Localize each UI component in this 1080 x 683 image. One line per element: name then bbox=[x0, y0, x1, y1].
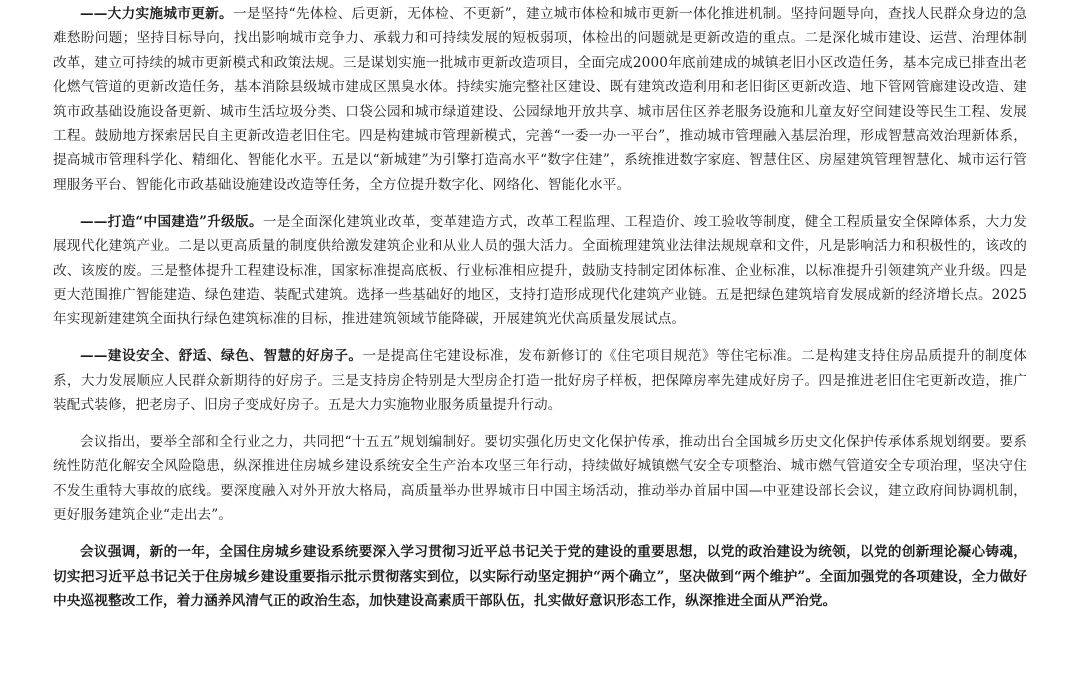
paragraph-text: 一是坚持“先体检、后更新，无体检、不更新”，建立城市体检和城市更新一体化推进机制。坚持问题导向，查找人民群众身边的急难愁盼问题；坚持目标导向，找出影响城市竞争力、承载力和可持续发展的短板弱项，体检出的问题就是更新改造的重点。二是深化城市建设、运营、治理体制改革，建立可持续的城市更新模式和政策法规。三是谋划实施一批城市更新改造项目，全面完成2000年底前建成的城镇老旧小区改造任务，基本完成已排查出老化燃气管道的更新改造任务，基本消除县级城市建成区黑臭水体。持续实施完整社区建设、既有建筑改造利用和老旧街区更新改造、地下管网管廊建设改造、建筑市政基础设施设备更新、城市生活垃圾分类、口袋公园和城市绿道建设、公园绿地开放共享、城市居住区养老服务设施和儿童友好空间建设等民生工程、发展工程。鼓励地方探索居民自主更新改造老旧住宅。四是构建城市管理新模式，完善“一委一办一平台”，推动城市管理融入基层治理，形成智慧高效治理新体系，提高城市管理科学化、精细化、智能化水平。五是以“新城建”为引擎打造高水平“数字住建”，系统推进数字家庭、智慧住区、房屋建筑管理智慧化、城市运行管理服务平台、智能化市政基础设施建设改造等任务，全方位提升数字化、网络化、智能化水平。 bbox=[53, 6, 1027, 193]
paragraph-china-construction bbox=[53, 210, 1027, 332]
paragraph-text: 会议强调，新的一年，全国住房城乡建设系统要深入学习贯彻习近平总书记关于党的建设的重要思想，以党的政治建设为统领，以党的创新理论凝心铸魂，切实把习近平总书记关于住房城乡建设重要指示批示贯彻落实到位，以实际行动坚定拥护“两个确立”，坚决做到“两个维护”。全面加强党的各项建设，全力做好中央巡视整改工作，着力涵养风清气正的政治生态，加快建设高素质干部队伍，扎实做好意识形态工作，纵深推进全面从严治党。 bbox=[53, 544, 1027, 609]
article-body bbox=[53, 2, 1027, 626]
paragraph-lead: ——建设安全、舒适、绿色、智慧的好房子。 bbox=[80, 348, 363, 365]
paragraph-urban-renewal bbox=[53, 2, 1027, 197]
paragraph-lead: ——打造“中国建造”升级版。 bbox=[80, 213, 263, 230]
paragraph-meeting-pointed-out bbox=[53, 430, 1027, 528]
paragraph-text: 一是全面深化建筑业改革，变革建造方式，改革工程监理、工程造价、竣工验收等制度，健全工程质量安全保障体系，大力发展现代化建筑产业。二是以更高质量的制度供给激发建筑企业和从业人员的强大活力。全面梳理建筑业法律法规规章和文件，凡是影响活力和积极性的，该改的改、该废的废。三是整体提升工程建设标准，国家标准提高底板、行业标准相应提升，鼓励支持制定团体标准、企业标准，以标准提升引领建筑产业升级。四是更大范围推广智能建造、绿色建造、装配式建筑。选择一些基础好的地区，支持打造形成现代化建筑产业链。五是把绿色建筑培育发展成新的经济增长点。2025年实现新建建筑全面执行绿色建筑标准的目标，推进建筑领域节能降碳，开展建筑光伏高质量发展试点。 bbox=[53, 213, 1027, 328]
paragraph-text: 会议指出，要举全部和全行业之力，共同把“十五五”规划编制好。要切实强化历史文化保护传承，推动出台全国城乡历史文化保护传承体系规划纲要。要系统性防范化解安全风险隐患，纵深推进住房城乡建设系统安全生产治本攻坚三年行动，持续做好城镇燃气安全专项整治、城市燃气管道安全专项治理，坚决守住不发生重特大事故的底线。要深度融入对外开放大格局，高质量举办世界城市日中国主场活动，推动举办首届中国—中亚建设部长会议，建立政府间协调机制，更好服务建筑企业“走出去”。 bbox=[53, 434, 1027, 524]
paragraph-text: 一是提高住宅建设标准，发布新修订的《住宅项目规范》等住宅标准。二是构建支持住房品质提升的制度体系，大力发展顺应人民群众新期待的好房子。三是支持房企特别是大型房企打造一批好房子样板，把保障房率先建成好房子。四是推进老旧住宅更新改造，推广装配式装修，把老房子、旧房子变成好房子。五是大力实施物业服务质量提升行动。 bbox=[53, 348, 1028, 414]
paragraph-meeting-emphasized bbox=[53, 540, 1027, 613]
paragraph-good-houses bbox=[53, 344, 1027, 417]
paragraph-lead: ——大力实施城市更新。 bbox=[80, 6, 233, 22]
